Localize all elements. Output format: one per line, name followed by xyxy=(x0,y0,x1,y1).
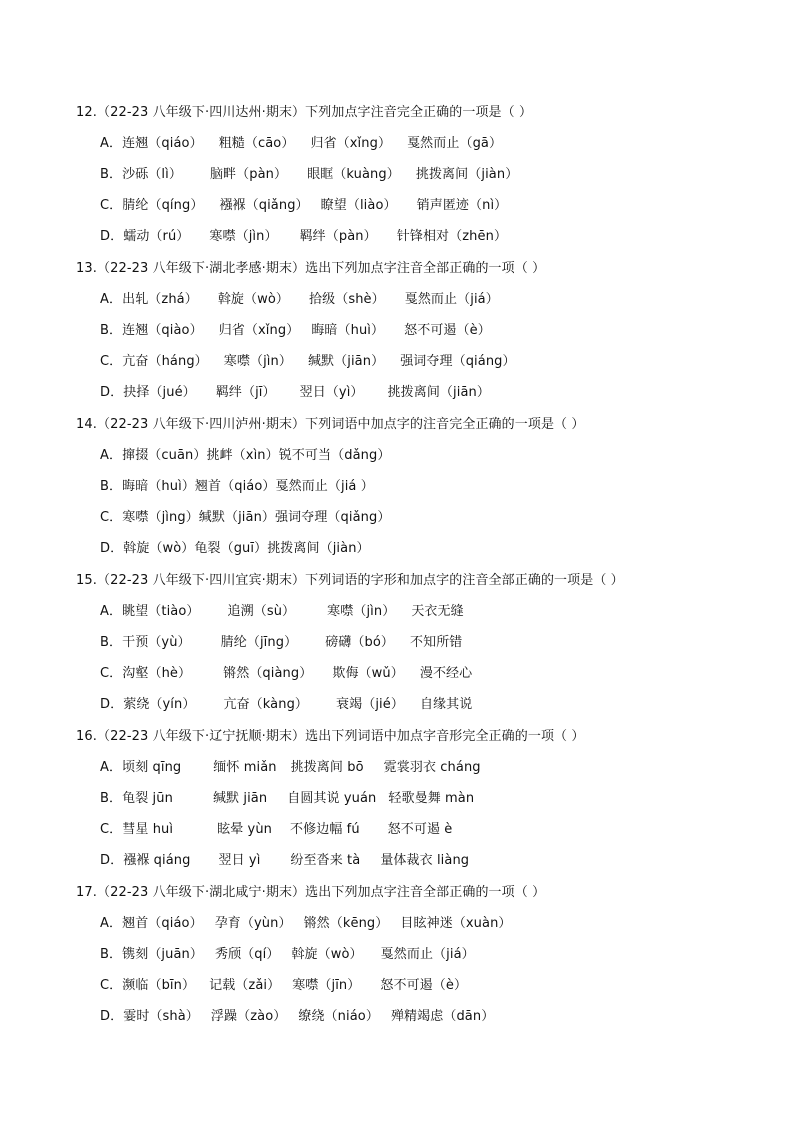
option-item: 衰竭（jié） xyxy=(336,697,404,712)
option-item: 怒不可遏 è xyxy=(387,822,453,837)
option-item: 翌日（yì） xyxy=(299,385,364,400)
option-b xyxy=(100,478,374,496)
option-d xyxy=(100,1008,494,1026)
option-item: 瞭望（liào） xyxy=(320,198,397,213)
option-item: 缅怀 miǎn xyxy=(213,760,277,775)
option-letter: A． xyxy=(100,916,123,931)
option-item: 秀颀（qí） xyxy=(214,947,280,962)
option-item: 连翘（qiáo） xyxy=(122,136,203,151)
option-letter: A． xyxy=(100,448,123,463)
option-d xyxy=(100,852,469,870)
option-item: 撺掇（cuān）挑衅（xìn）锐不可当（dǎng） xyxy=(122,448,391,463)
option-item: 霎时（shà） xyxy=(123,1009,199,1024)
option-item: 寒噤（jìn） xyxy=(223,354,292,369)
option-item: 霓裳羽衣 cháng xyxy=(383,760,481,775)
option-letter: C． xyxy=(100,978,123,993)
option-c xyxy=(100,821,452,839)
option-a xyxy=(100,915,512,933)
option-item: 欺侮（wǔ） xyxy=(332,666,404,681)
option-c xyxy=(100,353,516,371)
option-letter: D． xyxy=(100,541,124,556)
option-item: 追溯（sù） xyxy=(227,604,296,619)
option-item: 锵然（kēng） xyxy=(303,916,389,931)
option-item: 晦暗（huì）翘首（qiáo）戛然而止（jiá ） xyxy=(122,479,374,494)
option-item: 龟裂 jūn xyxy=(122,791,173,806)
option-item: 挑拨离间 bō xyxy=(290,760,364,775)
option-item: 沙砾（lì） xyxy=(122,167,182,182)
option-item: 天衣无缝 xyxy=(411,604,464,619)
option-item: 归省（xǐng） xyxy=(218,323,300,338)
option-item: 纷至沓来 tà xyxy=(290,853,361,868)
option-a xyxy=(100,759,481,777)
option-item: 斡旋（wò）龟裂（guī）挑拨离间（jiàn） xyxy=(123,541,370,556)
option-a xyxy=(100,447,390,465)
option-item: 锵然（qiàng） xyxy=(223,666,313,681)
option-b xyxy=(100,946,475,964)
option-item: 漫不经心 xyxy=(419,666,473,681)
option-letter: B． xyxy=(100,323,123,338)
option-item: 不修边幅 fú xyxy=(290,822,360,837)
option-item: 目眩神迷（xuàn） xyxy=(400,916,512,931)
option-item: 腈纶（qíng） xyxy=(122,198,204,213)
option-letter: B． xyxy=(100,947,123,962)
option-letter: D． xyxy=(100,853,124,868)
option-item: 脑畔（pàn） xyxy=(209,167,288,182)
option-item: 腈纶（jīng） xyxy=(220,635,298,650)
option-item: 抉择（jué） xyxy=(123,385,196,400)
option-letter: A． xyxy=(100,292,123,307)
option-item: 殚精竭虑（dān） xyxy=(390,1009,495,1024)
option-item: 戛然而止（jiá） xyxy=(404,292,499,307)
option-item: 顷刻 qīng xyxy=(122,760,182,775)
question-stem: 14.（22-23 八年级下·四川泸州·期末）下列词语中加点字的注音完全正确的一项是（ ） xyxy=(76,417,585,432)
option-item: 挑拨离间（jiān） xyxy=(387,385,490,400)
option-item: 销声匿迹（nì） xyxy=(416,198,508,213)
option-item: 出轧（zhá） xyxy=(122,292,198,307)
option-item: 干预（yù） xyxy=(122,635,191,650)
option-d xyxy=(100,228,507,246)
option-letter: C． xyxy=(100,510,123,525)
option-item: 挑拨离间（jiàn） xyxy=(415,167,519,182)
option-c xyxy=(100,197,507,215)
option-item: 寒噤（jìng）缄默（jiān）强词夺理（qiǎng） xyxy=(122,510,391,525)
option-item: 濒临（bīn） xyxy=(122,978,196,993)
option-item: 磅礴（bó） xyxy=(325,635,394,650)
option-item: 萦绕（yín） xyxy=(123,697,196,712)
option-item: 眺望（tiào） xyxy=(122,604,200,619)
question-stem: 17.（22-23 八年级下·湖北咸宁·期末）选出下列加点字注音全部正确的一项（ ） xyxy=(76,885,546,900)
option-letter: D． xyxy=(100,1009,124,1024)
option-letter: C． xyxy=(100,822,123,837)
option-item: 缄默（jiān） xyxy=(307,354,385,369)
option-letter: D． xyxy=(100,385,124,400)
option-letter: A． xyxy=(100,604,123,619)
option-item: 眩晕 yùn xyxy=(217,822,273,837)
option-item: 缭绕（niáo） xyxy=(298,1009,379,1024)
option-item: 粗糙（cāo） xyxy=(218,136,295,151)
option-item: 彗星 huì xyxy=(122,822,174,837)
option-item: 眼眶（kuàng） xyxy=(307,167,400,182)
question-stem: 15.（22-23 八年级下·四川宜宾·期末）下列词语的字形和加点字的注音全部正确的一项是（ ） xyxy=(76,573,624,588)
option-item: 归省（xǐng） xyxy=(310,136,392,151)
option-item: 晦暗（huì） xyxy=(311,323,385,338)
question-stem: 13.（22-23 八年级下·湖北孝感·期末）选出下列加点字注音全部正确的一项（ ） xyxy=(76,261,546,276)
option-item: 针锋相对（zhēn） xyxy=(396,229,508,244)
option-item: 怒不可遏（è） xyxy=(380,978,468,993)
option-item: 亢奋（kàng） xyxy=(223,697,309,712)
option-item: 连翘（qiào） xyxy=(122,323,203,338)
option-item: 寒噤（jìn） xyxy=(209,229,278,244)
option-d xyxy=(100,540,370,558)
option-item: 寒噤（jīn） xyxy=(292,978,361,993)
question-stem: 16.（22-23 八年级下·辽宁抚顺·期末）选出下列词语中加点字音形完全正确的一项（ ） xyxy=(76,729,585,744)
option-b xyxy=(100,322,491,340)
option-item: 翘首（qiáo） xyxy=(122,916,203,931)
question-stem: 12.（22-23 八年级下·四川达州·期末）下列加点字注音完全正确的一项是（ ） xyxy=(76,105,533,120)
option-a xyxy=(100,291,499,309)
option-a xyxy=(100,603,464,621)
option-item: 戛然而止（gā） xyxy=(407,136,503,151)
option-item: 蠕动（rú） xyxy=(123,229,190,244)
option-item: 怒不可遏（è） xyxy=(404,323,491,338)
option-item: 羁绊（pàn） xyxy=(299,229,377,244)
option-letter: D． xyxy=(100,229,124,244)
option-item: 翌日 yì xyxy=(218,853,261,868)
option-item: 自圆其说 yuán xyxy=(287,791,377,806)
option-item: 羁绊（jī） xyxy=(215,385,276,400)
option-item: 强词夺理（qiáng） xyxy=(400,354,516,369)
option-item: 缄默 jiān xyxy=(212,791,268,806)
option-item: 孕育（yùn） xyxy=(214,916,292,931)
option-c xyxy=(100,509,390,527)
option-d xyxy=(100,384,490,402)
option-item: 亢奋（háng） xyxy=(122,354,208,369)
option-item: 戛然而止（jiá） xyxy=(380,947,475,962)
option-item: 襁褓 qiáng xyxy=(123,853,191,868)
option-item: 寒噤（jìn） xyxy=(327,604,396,619)
option-item: 襁褓（qiǎng） xyxy=(219,198,309,213)
option-item: 量体裁衣 liàng xyxy=(380,853,470,868)
option-letter: B． xyxy=(100,791,123,806)
option-item: 拾级（shè） xyxy=(309,292,385,307)
option-letter: C． xyxy=(100,198,123,213)
option-letter: B． xyxy=(100,167,123,182)
option-item: 镌刻（juān） xyxy=(122,947,203,962)
option-letter: A． xyxy=(100,136,123,151)
option-item: 斡旋（wò） xyxy=(217,292,290,307)
option-item: 浮躁（zào） xyxy=(210,1009,287,1024)
option-b xyxy=(100,790,474,808)
option-item: 沟壑（hè） xyxy=(122,666,192,681)
option-item: 不知所错 xyxy=(410,635,463,650)
option-letter: C． xyxy=(100,666,123,681)
option-item: 斡旋（wò） xyxy=(291,947,363,962)
option-c xyxy=(100,977,467,995)
option-item: 轻歌曼舞 màn xyxy=(388,791,475,806)
option-item: 自缘其说 xyxy=(419,697,473,712)
option-letter: D． xyxy=(100,697,124,712)
option-letter: B． xyxy=(100,635,123,650)
option-a xyxy=(100,135,502,153)
option-item: 记载（zǎi） xyxy=(209,978,281,993)
option-b xyxy=(100,166,518,184)
option-b xyxy=(100,634,462,652)
option-c xyxy=(100,665,472,683)
option-letter: B． xyxy=(100,479,123,494)
option-letter: A． xyxy=(100,760,123,775)
option-letter: C． xyxy=(100,354,123,369)
option-d xyxy=(100,696,472,714)
